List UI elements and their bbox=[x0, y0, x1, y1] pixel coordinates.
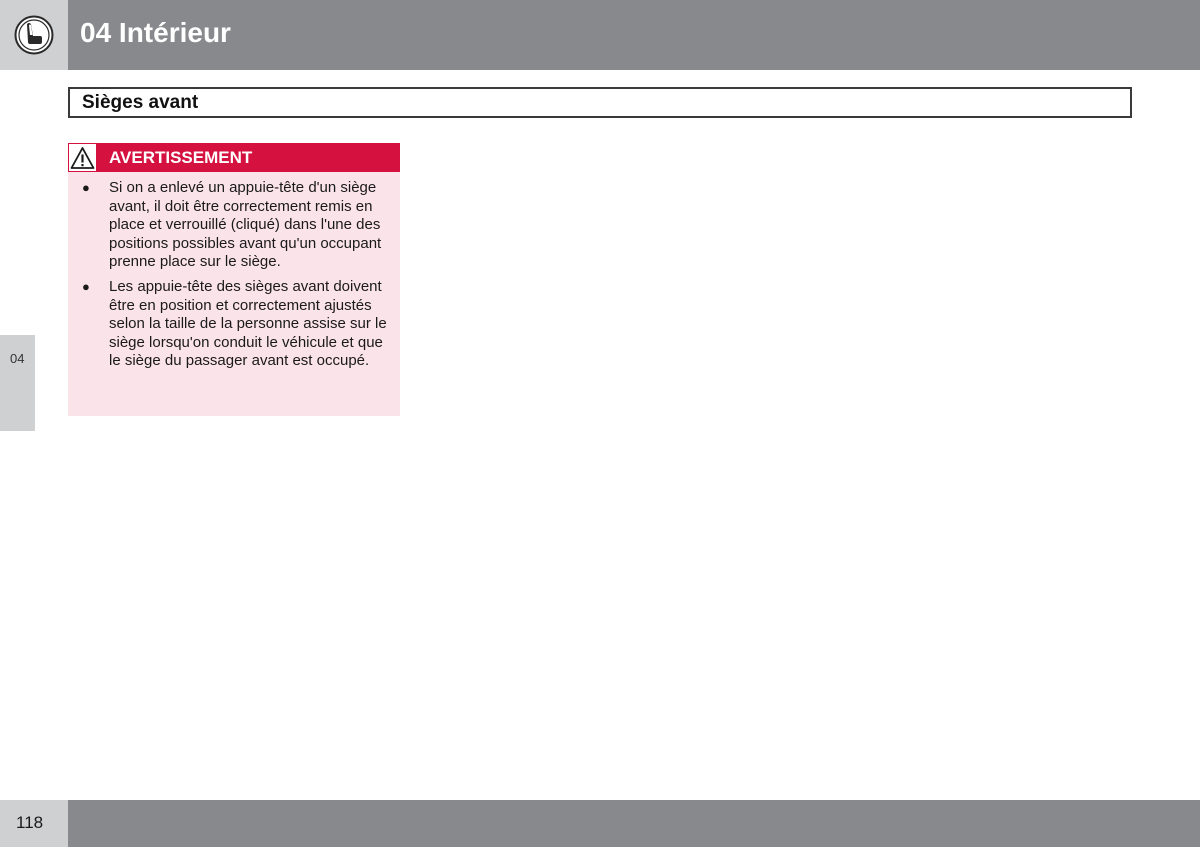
warning-item-text: Les appuie-tête des sièges avant doivent être en position et correctement ajustés selon la taille de la personne assise sur le siège lorsqu'on conduit le véhicule et que le siège du passager avant est occupé. bbox=[109, 277, 387, 370]
section-heading-box bbox=[68, 87, 1132, 118]
bullet: ● bbox=[82, 278, 90, 294]
warning-list bbox=[80, 179, 398, 377]
warning-list-item bbox=[80, 179, 398, 272]
warning-list-item bbox=[80, 278, 398, 371]
chapter-title: 04 Intérieur bbox=[80, 17, 231, 48]
footer-bar bbox=[68, 800, 1200, 847]
warning-item-text: Si on a enlevé un appuie-tête d'un siège avant, il doit être correctement remis en place et verrouillé (cliqué) dans l'une des positions possibles avant qu'un occupant prenne place sur le siège. bbox=[109, 179, 382, 271]
side-tab-label: 04 bbox=[10, 351, 25, 366]
warning-header bbox=[68, 143, 400, 172]
warning-icon-container bbox=[68, 143, 97, 172]
page-number: 118 bbox=[16, 813, 44, 832]
chapter-header bbox=[68, 0, 1200, 70]
page-number-box bbox=[0, 800, 68, 847]
chapter-icon-box bbox=[0, 0, 68, 70]
section-title: Sièges avant bbox=[82, 92, 199, 113]
bullet: ● bbox=[82, 180, 90, 195]
warning-triangle-icon bbox=[70, 146, 95, 170]
seat-icon bbox=[14, 15, 54, 55]
warning-box bbox=[68, 143, 400, 416]
chapter-side-tab bbox=[0, 335, 35, 431]
warning-title: AVERTISSEMENT bbox=[109, 148, 253, 167]
